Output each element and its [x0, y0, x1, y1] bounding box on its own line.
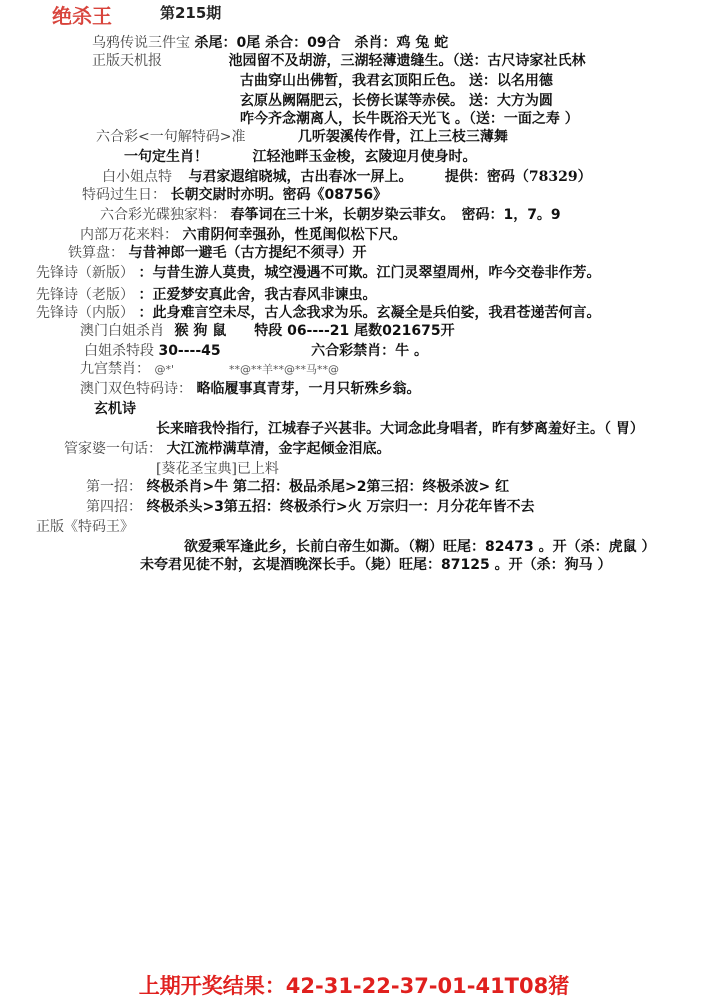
content-line: [156, 460, 279, 478]
content-line: [240, 72, 553, 90]
line-label: 正版天机报: [92, 53, 162, 69]
line-label: 澳门白姐杀肖: [80, 323, 164, 339]
content-line: [36, 304, 600, 322]
line-text: 古曲穿山出佛暂，我君玄顶阳丘色。 送：以名用德: [240, 73, 553, 89]
content-line: [86, 478, 509, 496]
line-text: [葵花圣宝典]已上料: [156, 461, 279, 477]
line-text: 几听袈溪传作骨，江上三枝三薄舞: [297, 129, 508, 145]
line-label: 第一招：: [86, 479, 142, 495]
line-text: 终极杀头>3第五招：终极杀行>火 万宗归一：月分花年皆不去: [146, 499, 535, 515]
content-line: [140, 556, 611, 574]
line-text: @*' **@**羊**@**马**@: [154, 363, 339, 376]
line-label: 乌鸦传说三件宝: [92, 35, 190, 51]
line-text: 未夸君见徒不射，玄堤酒晚深长手。（毙）旺尾：87125 。开（杀：狗马 ）: [140, 557, 612, 573]
line-label: 第四招：: [86, 499, 142, 515]
line-text: ：正爱梦安真此舍，我古春风非谏虫。: [138, 287, 377, 303]
content-line: [240, 110, 579, 128]
line-text: 与君家遐绾晓城，古出春冰一屏上。: [188, 169, 413, 185]
content-line: [92, 34, 448, 52]
line-text: 终极杀肖>牛 第二招：极品杀尾>2第三招：终极杀波> 红: [146, 479, 510, 495]
line-label: 铁算盘：: [68, 245, 124, 261]
line-text: 大江流栉满草清，金字起倾金泪底。: [166, 441, 391, 457]
line-text: 玄原丛阙隔肥云，长傍长谋等赤侯。 送：大方为圆: [240, 93, 553, 109]
line-label: 九宫禁肖：: [80, 361, 150, 377]
line-text: 30----45: [158, 343, 221, 359]
line-text: 猴 狗 鼠 特段 06----21 尾数021675开: [174, 323, 455, 339]
line-extra: 六合彩禁肖：牛 。: [311, 343, 428, 359]
content-line: [80, 360, 339, 379]
line-text: 杀尾：0尾 杀合：09合 杀肖：鸡 兔 蛇: [194, 35, 449, 51]
content-line: [84, 342, 428, 360]
content-line: [68, 244, 366, 262]
line-text: 与昔神郎一避毛（古方提纪不须寻）开: [128, 245, 367, 261]
line-label: 白小姐点特: [102, 169, 172, 185]
line-label: 澳门双色特码诗：: [80, 381, 192, 397]
page-title: 绝杀王: [52, 4, 112, 28]
line-label: 一句定生肖！: [124, 149, 208, 165]
line-text: ：此身难言空未尽，古人念我求为乐。玄凝全是兵伯娑，我君苍递苦何言。: [138, 305, 601, 321]
line-label: 六合彩光碟独家料：: [100, 207, 226, 223]
line-label: 先锋诗（新版）: [36, 265, 134, 281]
content-line: [80, 380, 420, 398]
content-line: [100, 206, 561, 224]
line-label: 先锋诗（老版）: [36, 287, 134, 303]
content-line: [64, 440, 390, 458]
line-extra: 提供：密码（78329）: [444, 169, 592, 185]
content-line: [94, 400, 136, 418]
line-text: 长朝交尉时亦明。密码《08756》: [170, 187, 388, 203]
line-text: 江轻池畔玉金梭，玄陵迎月使身时。: [252, 149, 477, 165]
content-line: [124, 148, 476, 166]
line-text: 六甫阴何幸强孙，性觅闺似松下尺。: [182, 227, 407, 243]
line-text: 池园留不及胡游，三湖轻薄遗缝生。（送：古尺诗家社氏林: [228, 53, 586, 69]
line-text: 咋今齐念潮离人，长牛既浴天光飞 。（送：一面之寿 ）: [240, 111, 579, 127]
content-line: [184, 538, 655, 556]
content-line: [102, 168, 592, 186]
content-line: [36, 518, 134, 536]
content-line: [86, 498, 535, 516]
issue-number: 第215期: [160, 4, 222, 22]
content-line: [36, 264, 600, 282]
line-text: 欲爱乘军逢此乡，长前白帝生如澌。（糊）旺尾：82473 。开（杀：虎鼠 ）: [184, 539, 656, 555]
content-line: [80, 322, 455, 340]
line-text: 略临履事真青芽，一月只斩殊乡翁。: [196, 381, 421, 397]
line-label: 特码过生日：: [82, 187, 166, 203]
content-line: [156, 420, 644, 438]
line-text: ：与昔生游人莫贵，城空漫遇不可欺。江门灵翠望周州，咋今交卷非作芳。: [138, 265, 601, 281]
line-text: 长来暗我怜指行，江城春子兴甚非。大词念此身唱者，昨有梦离羞好主。（ 胃）: [156, 421, 644, 437]
content-line: [92, 52, 585, 70]
line-label: 玄机诗: [94, 401, 136, 417]
content-line: [96, 128, 508, 146]
last-draw-result: 上期开奖结果：42-31-22-37-01-41T08猪: [138, 974, 570, 998]
content-line: [82, 186, 387, 204]
line-label: 内部万花来料：: [80, 227, 178, 243]
line-label: 先锋诗（内版）: [36, 305, 134, 321]
line-label: 六合彩<一句解特码>准: [96, 129, 246, 145]
line-label: 白姐杀特段: [84, 343, 154, 359]
content-line: [36, 286, 376, 304]
line-label: 正版《特码王》: [36, 519, 134, 535]
content-line: [80, 226, 406, 244]
line-text: 春筝词在三十米，长朝岁染云菲女。 密码：1，7。9: [230, 207, 561, 223]
line-label: 管家婆一句话：: [64, 441, 162, 457]
content-line: [240, 92, 553, 110]
